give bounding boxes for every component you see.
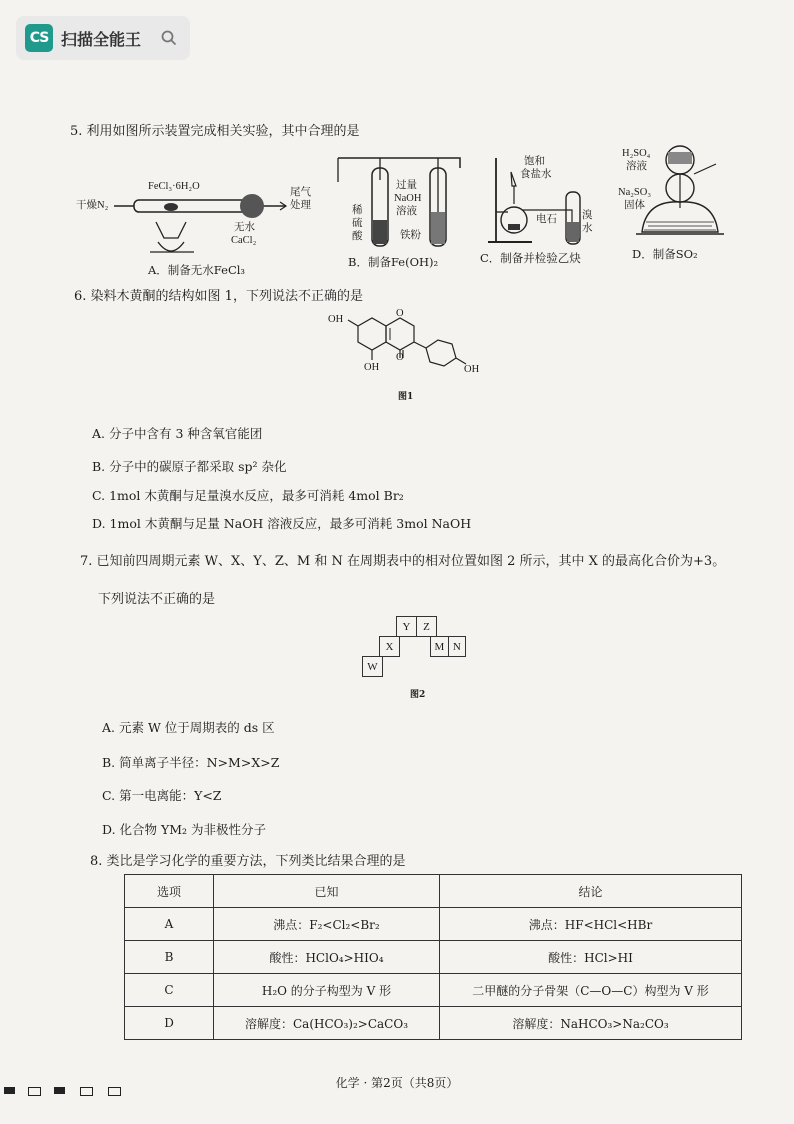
header-known: 已知 bbox=[214, 875, 440, 908]
fig-a-tail-2: 处理 bbox=[290, 200, 311, 211]
scanner-logo: CS bbox=[25, 24, 53, 52]
o-label-2: O bbox=[396, 352, 404, 363]
q7-periodic-figure bbox=[362, 616, 466, 676]
fig-b-acid-3: 酸 bbox=[352, 231, 363, 242]
q6-option-a: A. 分子中含有 3 种含氧官能团 bbox=[92, 426, 263, 441]
fig-c-brine-1: 饱和 bbox=[524, 156, 545, 167]
row-known: 沸点：F₂<Cl₂<Br₂ bbox=[214, 908, 440, 941]
q5-figure-a bbox=[76, 160, 326, 260]
o-label-1: O bbox=[396, 308, 404, 319]
fig-d-acid-sol: 溶液 bbox=[626, 161, 647, 172]
fig-b-acid-2: 硫 bbox=[352, 218, 363, 229]
table-row bbox=[125, 941, 742, 974]
scanner-badge[interactable] bbox=[16, 16, 190, 60]
row-known: 酸性：HClO₄>HIO₄ bbox=[214, 941, 440, 974]
q7-stem-line1: 7. 已知前四周期元素 W、X、Y、Z、M 和 N 在周期表中的相对位置如图 2 所示，其中 X 的最高化合价为+3。 bbox=[80, 554, 726, 569]
q5-option-c: C．制备并检验乙炔 bbox=[480, 251, 581, 265]
fig-b-iron: 铁粉 bbox=[400, 230, 421, 241]
q6-option-b: B. 分子中的碳原子都采取 sp² 杂化 bbox=[92, 459, 287, 474]
table-row bbox=[125, 908, 742, 941]
fig-c-bromine-1: 溴 bbox=[582, 210, 593, 221]
row-option: B bbox=[125, 941, 214, 974]
cell-n-label: N bbox=[448, 637, 465, 657]
fig-a-drier-2: CaCl₂ bbox=[231, 235, 257, 246]
oh-label-2: OH bbox=[364, 362, 380, 373]
row-option: A bbox=[125, 908, 214, 941]
fig-b-acid-1: 稀 bbox=[352, 205, 363, 216]
search-icon[interactable] bbox=[160, 29, 178, 47]
fig-d-acid: H₂SO₄ bbox=[622, 148, 651, 159]
cell-y bbox=[396, 616, 437, 637]
row-conclusion: 溶解度：NaHCO₃>Na₂CO₃ bbox=[440, 1007, 742, 1040]
scanner-app-name: 扫描全能王 bbox=[61, 29, 142, 49]
table-row bbox=[125, 974, 742, 1007]
q5-stem: 5. 利用如图所示装置完成相关实验，其中合理的是 bbox=[70, 124, 360, 139]
fig-a-drier-1: 无水 bbox=[234, 222, 255, 233]
cell-x bbox=[379, 636, 400, 657]
table-row bbox=[125, 1007, 742, 1040]
q6-option-d: D. 1mol 木黄酮与足量 NaOH 溶液反应，最多可消耗 3mol NaOH bbox=[92, 516, 472, 531]
q7-option-c: C. 第一电离能：Y<Z bbox=[102, 788, 222, 803]
q6-structure-figure bbox=[328, 308, 488, 378]
row-known: 溶解度：Ca(HCO₃)₂>CaCO₃ bbox=[214, 1007, 440, 1040]
cell-z-label: Z bbox=[417, 617, 437, 637]
cell-x-label: X bbox=[380, 637, 400, 657]
fig-a-tail-1: 尾气 bbox=[290, 187, 311, 198]
header-conclusion: 结论 bbox=[440, 875, 742, 908]
table-header-row bbox=[125, 875, 742, 908]
page-footer: 化学 · 第2页（共8页） bbox=[335, 1076, 459, 1090]
fig-b-naoh: NaOH bbox=[394, 193, 422, 204]
fig-c-carbide: 电石 bbox=[536, 214, 557, 225]
q5-figure-d bbox=[616, 140, 736, 240]
q5-option-a: A．制备无水FeCl₃ bbox=[148, 263, 246, 277]
q7-option-a: A. 元素 W 位于周期表的 ds 区 bbox=[102, 720, 275, 735]
q6-figure-caption: 图1 bbox=[398, 392, 414, 402]
fig-b-solution: 溶液 bbox=[396, 206, 417, 217]
fig-c-brine-2: 食盐水 bbox=[520, 169, 552, 180]
cell-w-label: W bbox=[363, 657, 383, 677]
marker-square bbox=[108, 1087, 121, 1096]
fig-b-excess: 过量 bbox=[396, 180, 417, 191]
cell-mn bbox=[430, 636, 466, 657]
row-known: H₂O 的分子构型为 V 形 bbox=[214, 974, 440, 1007]
marker-square bbox=[80, 1087, 93, 1096]
row-option: C bbox=[125, 974, 214, 1007]
row-conclusion: 沸点：HF<HCl<HBr bbox=[440, 908, 742, 941]
marker-square bbox=[54, 1087, 65, 1094]
fig-c-bromine-2: 水 bbox=[582, 223, 593, 234]
q6-option-c: C. 1mol 木黄酮与足量溴水反应，最多可消耗 4mol Br₂ bbox=[92, 488, 404, 503]
cell-y-label: Y bbox=[397, 617, 417, 637]
row-conclusion: 酸性：HCl>HI bbox=[440, 941, 742, 974]
cell-m-label: M bbox=[431, 637, 449, 657]
marker-square bbox=[4, 1087, 15, 1094]
fig-d-salt: Na₂SO₃ bbox=[618, 187, 651, 198]
marker-square bbox=[28, 1087, 41, 1096]
fig-d-solid: 固体 bbox=[624, 200, 645, 211]
row-conclusion: 二甲醚的分子骨架（C—O—C）构型为 V 形 bbox=[440, 974, 742, 1007]
q5-figure-b bbox=[330, 150, 470, 250]
cell-w bbox=[362, 656, 383, 677]
q7-figure-caption: 图2 bbox=[410, 690, 426, 700]
oh-label-1: OH bbox=[328, 314, 344, 325]
fig-a-reagent: FeCl₃·6H₂O bbox=[148, 181, 200, 192]
header-option: 选项 bbox=[125, 875, 214, 908]
q5-figure-c bbox=[486, 152, 596, 248]
q5-option-b: B．制备Fe(OH)₂ bbox=[348, 255, 439, 269]
q7-option-b: B. 简单离子半径：N>M>X>Z bbox=[102, 755, 280, 770]
oh-label-3: OH bbox=[464, 364, 480, 375]
q5-option-d: D．制备SO₂ bbox=[632, 247, 698, 261]
q6-stem: 6. 染料木黄酮的结构如图 1，下列说法不正确的是 bbox=[74, 289, 363, 304]
q8-table bbox=[124, 874, 742, 1040]
q8-stem: 8. 类比是学习化学的重要方法，下列类比结果合理的是 bbox=[90, 854, 406, 869]
row-option: D bbox=[125, 1007, 214, 1040]
q7-option-d: D. 化合物 YM₂ 为非极性分子 bbox=[102, 822, 267, 837]
fig-a-inlet: 干燥N₂ bbox=[76, 200, 109, 211]
q7-stem-line2: 下列说法不正确的是 bbox=[98, 592, 216, 607]
